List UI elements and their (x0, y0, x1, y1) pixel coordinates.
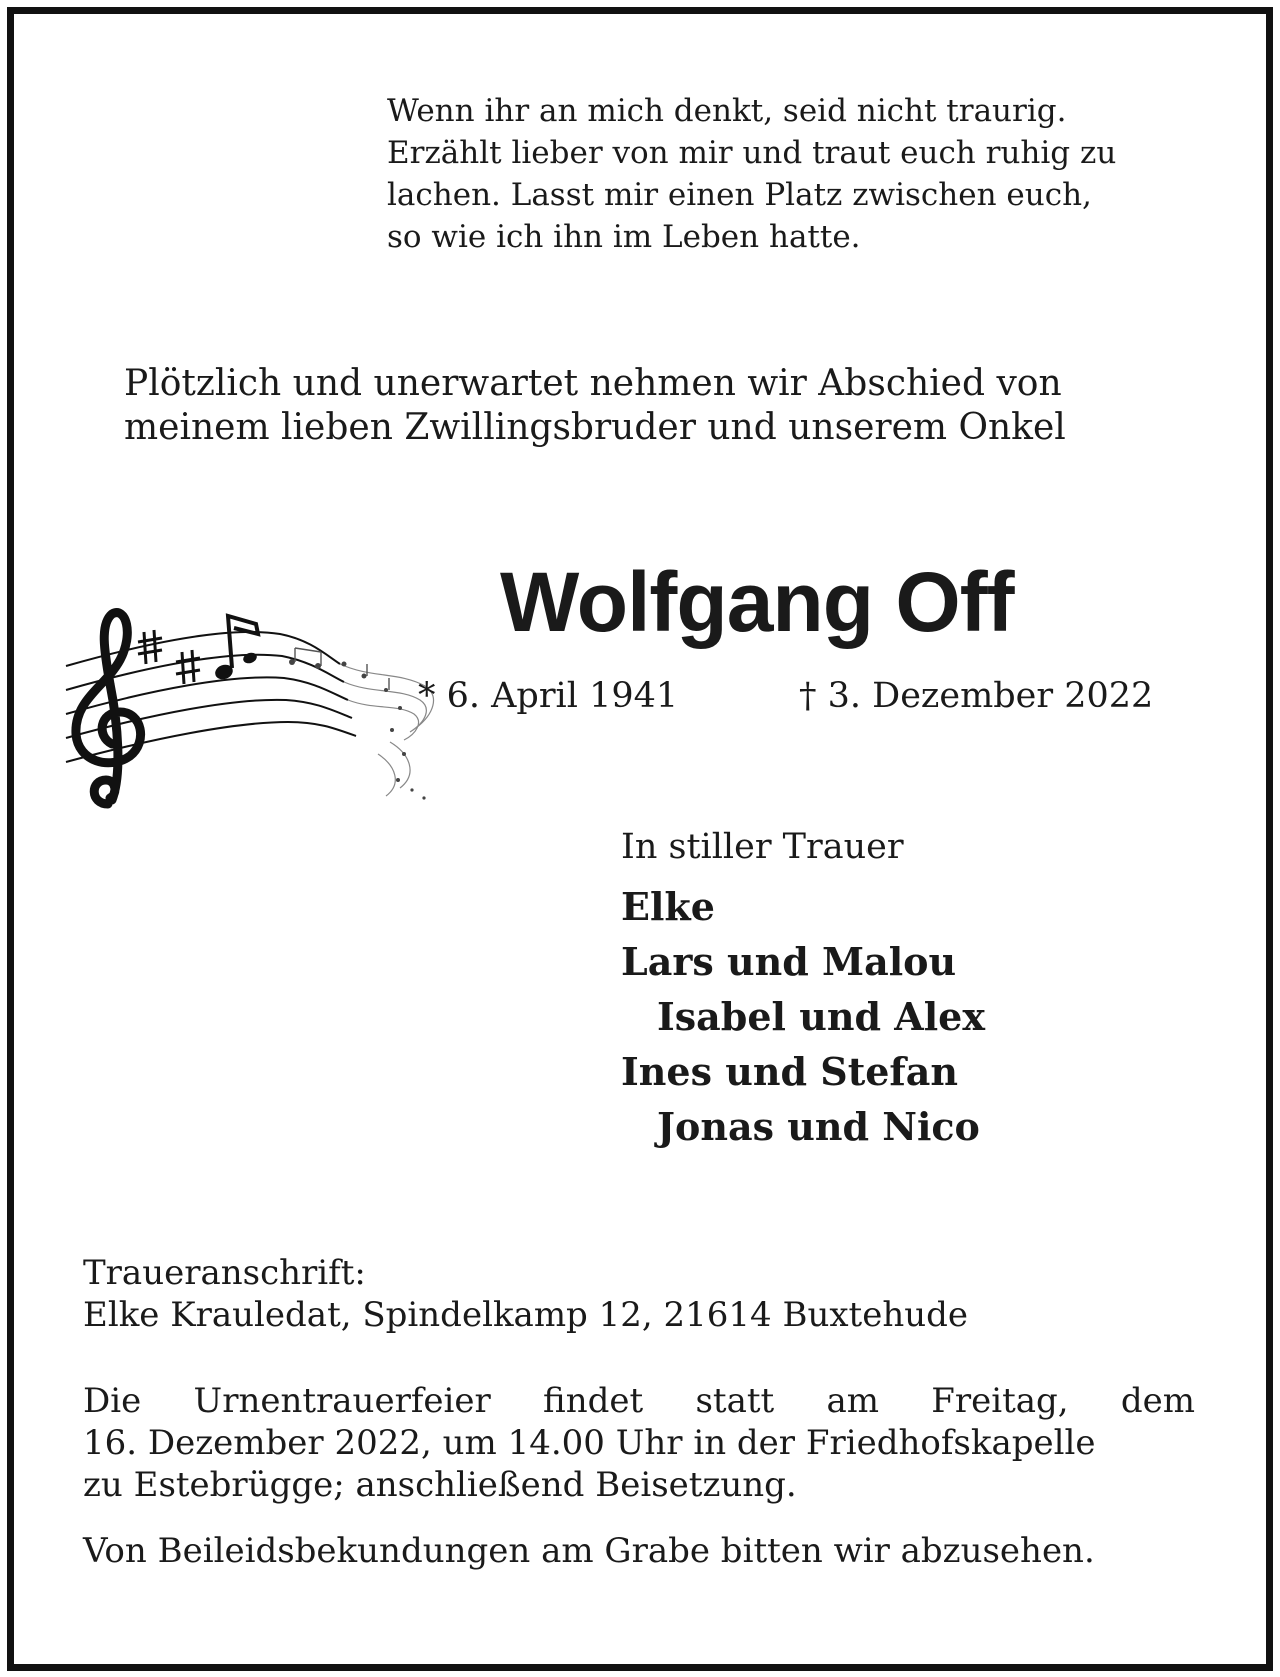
intro-line: Plötzlich und unerwartet nehmen wir Abschied von (124, 363, 1062, 404)
ceremony-line: zu Estebrügge; anschließend Beisetzung. (83, 1465, 797, 1505)
poem-line: Wenn ihr an mich denkt, seid nicht traurig. (387, 93, 1067, 129)
address-label: Traueranschrift: (83, 1253, 366, 1293)
ceremony-line: 16. Dezember 2022, um 14.00 Uhr in der Friedhofskapelle (83, 1423, 1096, 1463)
mourners-list (621, 879, 985, 1154)
mourner-name: Elke (621, 884, 715, 929)
closing-note: Von Beileidsbekundungen am Grabe bitten wir abzusehen. (83, 1531, 1095, 1571)
address-value: Elke Krauledat, Spindelkamp 12, 21614 Buxtehude (83, 1295, 968, 1335)
intro-block (124, 362, 1164, 450)
mourning-intro: In stiller Trauer (621, 827, 904, 867)
poem-line: lachen. Lasst mir einen Platz zwischen euch, (387, 177, 1092, 213)
mourner-name: Isabel und Alex (657, 994, 986, 1039)
treble-clef-icon (76, 613, 141, 804)
poem-line: so wie ich ihn im Leben hatte. (387, 219, 861, 255)
mourner-name: Lars und Malou (621, 939, 957, 984)
death-date: † 3. Dezember 2022 (799, 676, 1154, 716)
intro-line: meinem lieben Zwillingsbruder und unserem Onkel (124, 407, 1066, 448)
deceased-name: Wolfgang Off (500, 555, 1014, 649)
ceremony-line: Die Urnentrauerfeier findet statt am Freitag, dem (83, 1381, 1195, 1421)
poem-block (387, 90, 1207, 258)
mourner-name: Jonas und Nico (657, 1104, 980, 1149)
ceremony-block (83, 1380, 1195, 1506)
mourner-name: Ines und Stefan (621, 1049, 959, 1094)
poem-line: Erzählt lieber von mir und traut euch ruhig zu (387, 135, 1117, 171)
music-note-icon (213, 616, 258, 682)
birth-date: * 6. April 1941 (418, 676, 679, 716)
music-notes-treble-clef-icon (60, 604, 450, 824)
